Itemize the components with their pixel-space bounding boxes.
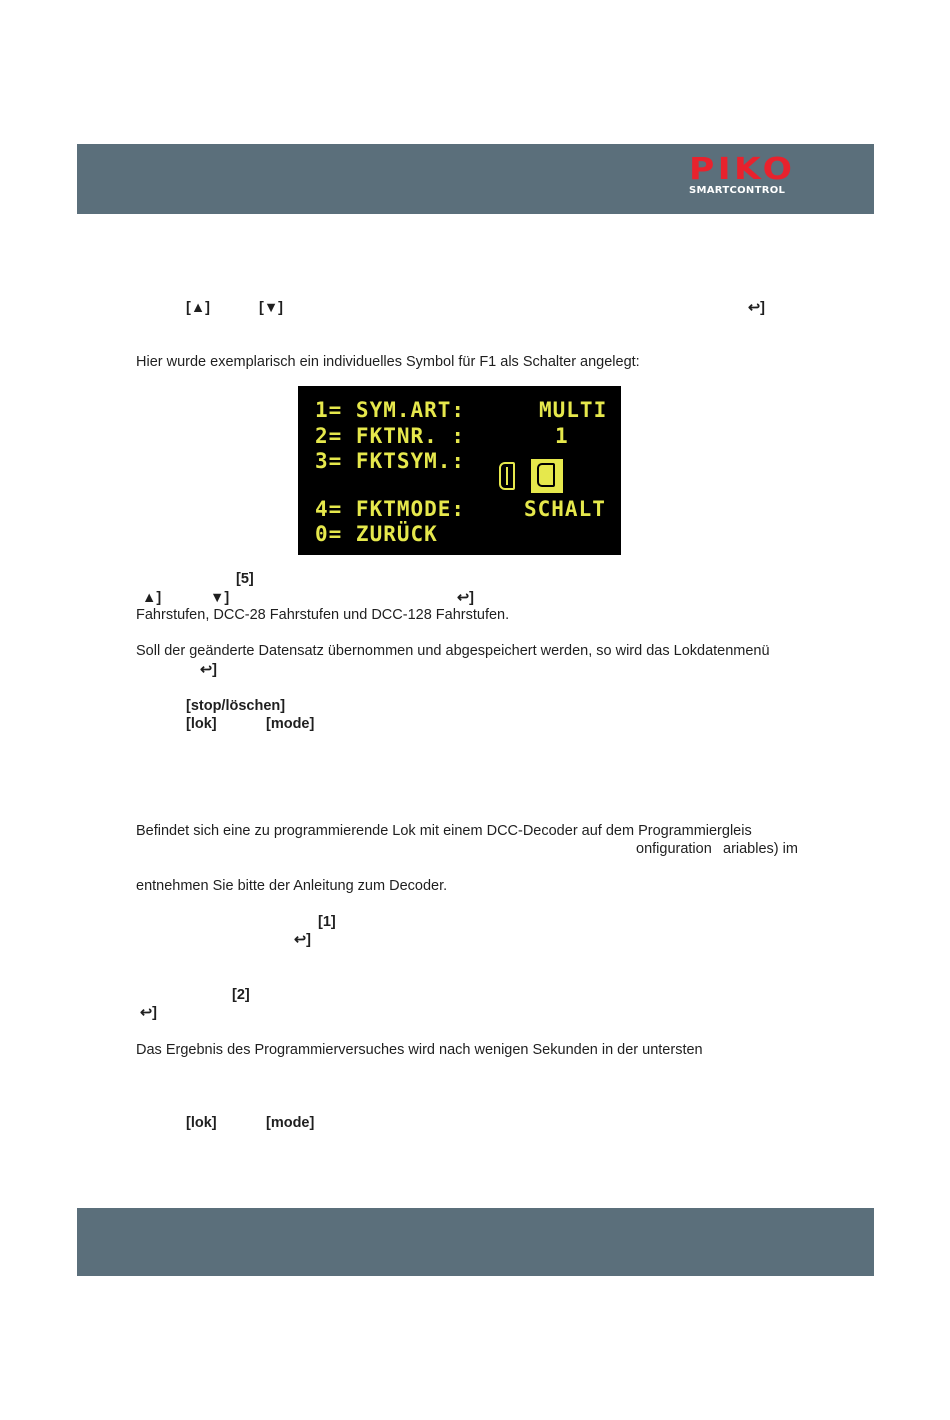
key-2: [2] (232, 987, 250, 1003)
logo-main: PIKO (689, 152, 796, 187)
key-down: ▼] (210, 590, 230, 606)
lamp-selected-icon (531, 459, 563, 493)
key-down: [▼] (259, 300, 284, 316)
key-lok: [lok] (186, 1115, 217, 1131)
paragraph-line: Fahrstufen, DCC-28 Fahrstufen und DCC-128 Fahrstufen. (136, 607, 510, 623)
key-enter: ↩] (748, 300, 765, 316)
header-band (77, 144, 874, 214)
key-enter: ↩] (140, 1005, 157, 1021)
lcd-row-value: MULTI (539, 398, 608, 422)
lcd-row-value: SCHALT (524, 497, 606, 521)
lcd-display (298, 386, 621, 555)
paragraph-line: Befindet sich eine zu programmierende Lok mit einem DCC-Decoder auf dem Programmiergleis (136, 823, 752, 839)
piko-logo (689, 152, 799, 197)
lcd-row-label: 2= FKTNR. : (315, 424, 466, 448)
lcd-row-label: 0= ZURÜCK (315, 522, 438, 546)
key-mode: [mode] (266, 1115, 315, 1131)
logo-sub: SMARTCONTROL (689, 185, 786, 196)
key-enter: ↩] (200, 662, 217, 678)
paragraph-line: Das Ergebnis des Programmierversuches wird nach wenigen Sekunden in der untersten (136, 1042, 703, 1058)
paragraph-line: entnehmen Sie bitte der Anleitung zum Decoder. (136, 878, 448, 894)
paragraph-line: Soll der geänderte Datensatz übernommen und abgespeichert werden, so wird das Lokdatenmenü (136, 643, 770, 659)
lcd-row-label: 4= FKTMODE: (315, 497, 466, 521)
key-up: ▲] (142, 590, 162, 606)
key-1: [1] (318, 914, 336, 930)
paragraph-line: Hier wurde exemplarisch ein individuelles Symbol für F1 als Schalter angelegt: (136, 354, 640, 370)
key-up: [▲] (186, 300, 211, 316)
footer-band (77, 1208, 874, 1276)
key-lok: [lok] (186, 716, 217, 732)
key-enter: ↩] (457, 590, 474, 606)
paragraph-fragment: onfiguration (636, 841, 712, 857)
paragraph-fragment: ariables) im (723, 841, 798, 857)
key-mode: [mode] (266, 716, 315, 732)
lcd-row-label: 3= FKTSYM.: (315, 449, 466, 473)
key-stop: [stop/löschen] (186, 698, 286, 714)
lcd-row-value: 1 (555, 424, 569, 448)
key-enter: ↩] (294, 932, 311, 948)
lcd-row-label: 1= SYM.ART: (315, 398, 466, 422)
key-5: [5] (236, 571, 254, 587)
lamp-outline-icon (499, 462, 515, 490)
